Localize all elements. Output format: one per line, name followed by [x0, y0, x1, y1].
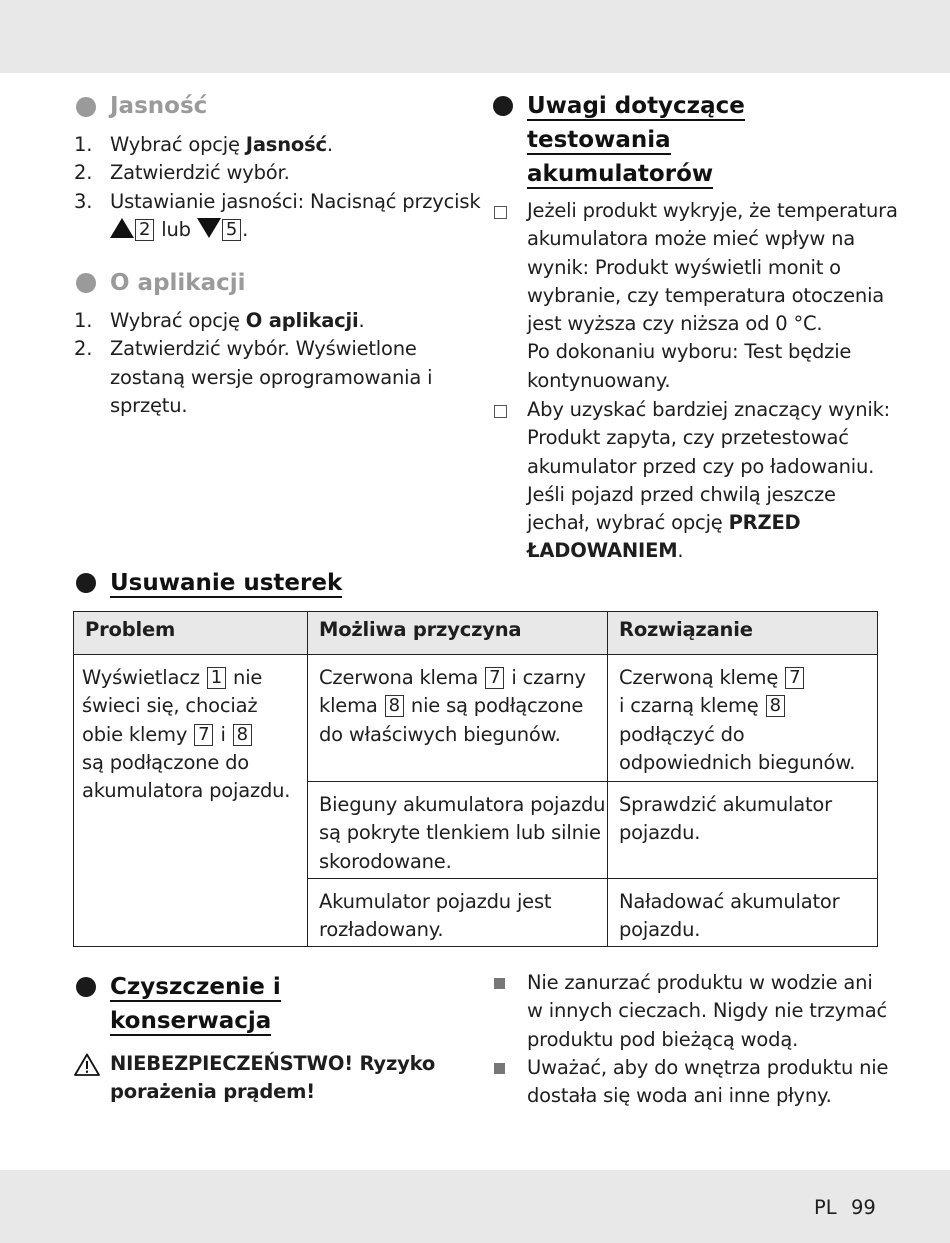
column-header: Rozwiązanie [608, 612, 878, 655]
column-header: Problem [74, 612, 308, 655]
checkbox-bullet-icon [494, 206, 507, 219]
section-bullet [493, 96, 513, 116]
bottom-band [0, 1170, 950, 1243]
list-item: 2. Zatwierdzić wybór. Wyświetlone zostaną wersje oprogramowania i sprzętu. [74, 337, 433, 417]
column-header: Możliwa przyczyna [308, 612, 608, 655]
table-header-row [74, 612, 878, 655]
heading-brightness: Jasność [110, 93, 208, 119]
checkbox-bullet-icon [494, 405, 507, 418]
square-bullet-icon [494, 1063, 505, 1074]
section-bullet [76, 273, 96, 293]
troubleshooting-table [73, 611, 878, 947]
section-bullet [76, 977, 96, 997]
list-item: 2. Zatwierdzić wybór. [74, 161, 290, 185]
warning-icon [74, 1053, 100, 1076]
page-number: 99 [851, 1196, 876, 1219]
solution-cell: Czerwoną klemę 7 i czarną klemę 8 podłączyć do odpowiednich biegunów. [608, 655, 878, 782]
down-arrow-icon [197, 218, 221, 238]
heading-about: O aplikacji [110, 270, 246, 296]
heading-cleaning: Czyszczenie i konserwacja [110, 974, 281, 1034]
cause-cell: Bieguny akumulatora pojazdu są pokryte tlenkiem lub silnie skorodowane. [308, 782, 608, 879]
problem-cell: Wyświetlacz 1 nie świeci się, chociaż obie klemy 7 i 8 są podłączone do akumulatora pojazdu. [74, 655, 308, 947]
brightness-steps [74, 131, 481, 244]
up-arrow-icon [110, 218, 134, 238]
cause-cell: Czerwona klema 7 i czarny klema 8 nie są podłączone do właściwych biegunów. [308, 655, 608, 782]
battery-note-2: Aby uzyskać bardziej znaczący wynik: Produkt zapyta, czy przetestować akumulator przed czy po ładowaniu. Jeśli pojazd przed chwilą jeszcze jechał, wybrać opcję PRZED ŁADOWANIEM. [527, 398, 891, 563]
list-item: 1. Wybrać opcję O aplikacji. [74, 309, 365, 332]
language-code: PL [814, 1196, 837, 1219]
button-ref: 2 [135, 219, 154, 241]
list-item: 1. Wybrać opcję Jasność. [74, 133, 333, 156]
cleaning-item-1: Nie zanurzać produktu w wodzie ani w innych cieczach. Nigdy nie trzymać produktu pod bieżącą wodą. [527, 971, 887, 1051]
square-bullet-icon [494, 978, 505, 989]
section-bullet [76, 573, 96, 593]
cause-cell: Akumulator pojazdu jest rozładowany. [308, 878, 608, 947]
solution-cell: Naładować akumulator pojazdu. [608, 878, 878, 947]
battery-note-1: Jeżeli produkt wykryje, że temperatura akumulatora może mieć wpływ na wynik: Produkt wyświetli monit o wybranie, czy temperatura otoczenia jest wyższa czy niższa od 0 °C. Po dokonaniu wyboru: Test będzie kontynuowany. [527, 199, 898, 392]
heading-troubleshooting: Usuwanie usterek [110, 570, 343, 596]
cleaning-item-2: Uważać, aby do wnętrza produktu nie dostała się woda ani inne płyny. [527, 1056, 889, 1108]
button-ref: 5 [222, 219, 241, 241]
solution-cell: Sprawdzić akumulator pojazdu. [608, 782, 878, 879]
section-bullet [76, 97, 96, 117]
about-steps [74, 307, 474, 420]
list-item: 3. Ustawianie jasności: Nacisnąć przycisk 2 lub 5 . [74, 189, 481, 241]
table-row [74, 655, 878, 782]
top-band [0, 0, 950, 73]
heading-battery-notes: Uwagi dotyczące testowania akumulatorów [527, 93, 745, 187]
danger-warning: NIEBEZPIECZEŃSTWO! Ryzyko porażenia prądem! [110, 1052, 436, 1104]
